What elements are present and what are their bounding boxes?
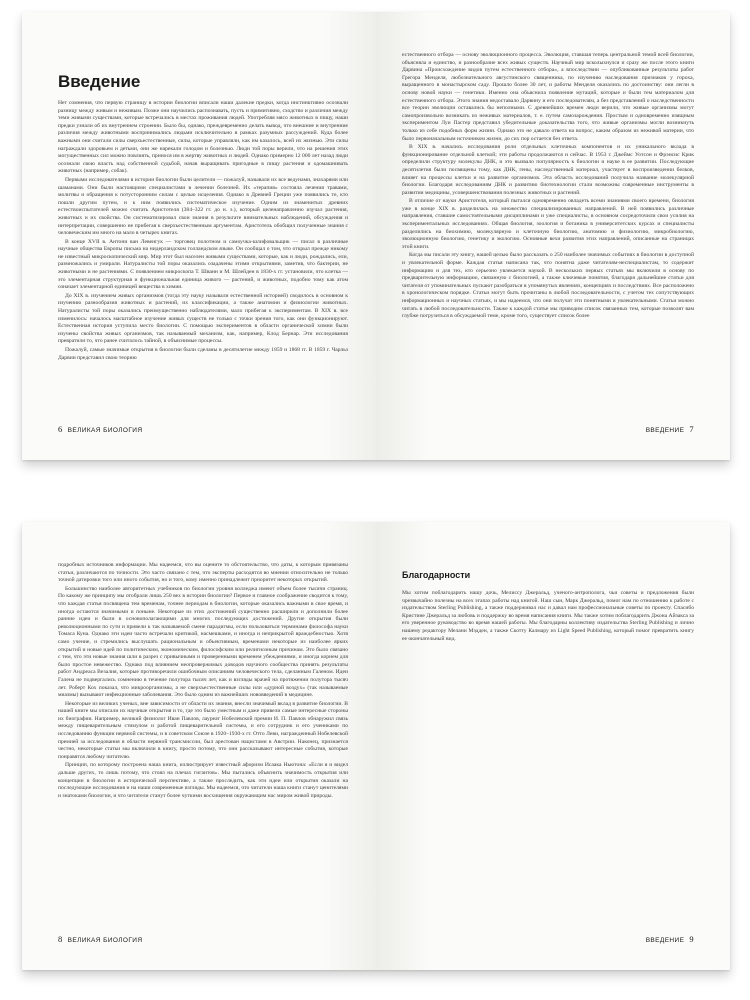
running-head: ВЕЛИКАЯ БИОЛОГИЯ (67, 937, 143, 944)
folio-left (58, 424, 142, 434)
paragraph: естественного отбора — основу эволюционного процесса. Эволюция, ставшая теперь центральной темой всей биологии, объясняла и единство, и разнообразие всех живых существ. Научный мир всколыхнулся и сразу же после этого книги Дарвина «Происхождение видов путем естественного отбора», а впоследствии — опубликованные результаты работ Грегора Менделя, любознательного августинского священника, по изучению наследования признаков у гороха, выращенного в монастырском саду. Прошло более 30 лет, и работы Менделя оказались по достоинству: они легли в основу новой науки — генетики. Именно она объяснила появление мутаций, которые и были тем материалом для естественного отбора. Этого знания недоставало Дарвину и его последователям, а без представлений о наследственности все теории эволюции оставались бы неполными. С древнейших времен люди верили, что живые организмы могут самопроизвольно возникать из неживых материалов, т. е. путем самозарождения. Простым и одновременно изящным экспериментом Луи Пастер представил убедительные доказательства того, что живые организмы могли возникнуть только из себе подобных форм жизни. Однако это не давало ответа на вопрос, каким образом из неживой материи, что было первоначальным источником жизни, до сих пор остается без ответа. (402, 52, 694, 142)
page-number: 9 (689, 934, 694, 944)
paragraph: Когда мы писали эту книгу, нашей целью было рассказать о 250 наиболее значимых событиях в биологии в доступной и увлекательной форме. Каждая статья написана так, что понятна даже читателям-неспециалистам, то содержит информацию и для тех, кто серьезно увлекается наукой. В нескольких первых статьях мы включили в основу по предварительную информацию, связанную с биологией, а также ключевые понятия, благодаря дальнейшие статьи для читателя от упоминательных пускают разобраться в упомянутых явлениях, концепциях и последствиях. Все расположено в хронологическом порядке. Статьи могут быть прочитаны в любой последовательности, с учетом тех сопутствующих информационных и научных статьях, и мы надеемся, что они получат эти понятными и увлекательными. Статьи можно читать в любой последовательности. Также к каждой статье мы приводим список связанных тем, которые позволят вам глубже погрузиться в обсуждаемой теме, кроме того, существует список более (402, 252, 694, 320)
paragraph: Мы хотим поблагодарить нашу дочь, Мелиссу Джеральд, ученого-антрополога, чьи советы и предложения были чрезвычайно полезны на всех этапах работы над книгой. Наш сын, Марк Джеральд, помог нам по отношению к работе с издательством Sterling Publishing, а также поддерживал нас и давал нам профессиональные советы по проекту. Спасибо Кристине Джеральд за любовь и поддержку во время написания книги. Мы также хотим поблагодарить Джона Айзакса за его уверенное руководство во время нашей работы. Мы благодарны коллективу издательства Sterling Publishing и лично нашему редактору Мелани Мэдден, а также Скотту Калмару из Light Speed Publishing, который помог превратить книгу ее окончательный вид. (402, 590, 694, 642)
paragraph: В отличие от науки Аристотеля, который пытался одновременно овладеть всеми знаниями своего времени, биология уже в конце XIX в. разделилась на множество специализированных направлений. В ней появились различные направления, ставшие самостоятельными дисциплинами и уже специалисты, в основном сосредоточили свои усилия на экспериментальных исследованиях. Общая биология, зоология и ботаника в университетских курсах и специалисты разделились на биохимию, молекулярную и клеточную биологию, анатомию и физиологию, микробиологию, эволюционную биологию, генетику и экологию. Основные вехи развития этих направлений, описанные на страницах этой книги. (402, 198, 694, 250)
paragraph: Некоторые из великих ученых, вне зависимости от области их знания, внесли значимый вклад в развитие биологии. В нашей книге мы описали их научные открытия и то, где это было уместным и даже привели самые интересные стороны их биографии. Например, великий физиолог Иван Павлов, лауреат Нобелевской премии И. П. Павлов обнаружил связь между пищеварительным стимулом и работой пищеварительной системы, и его сотрудник и его учениками по исследованию функции нервной системы, и в советском Союзе в 1920–1930-х гг. Отто Леви, награжденный Нобелевской премией за исследования в области нервной трансмиссии, был арестован нацистами в Австрии. Наконец, признается честно, некоторые статьи мы включили в книгу, просто потому, что они рассказывают интересные события, которые понравятся любому читателю. (58, 700, 348, 760)
running-head: ВЕЛИКАЯ БИОЛОГИЯ (67, 427, 143, 434)
page-7 (376, 12, 730, 460)
folio-left (58, 934, 142, 944)
page-9-body (402, 590, 694, 643)
page-8-body (58, 562, 348, 800)
paragraph: Нет сомнения, что первую страницу в истории биологии вписали наши далекие предки, когда инстинктивно осознали разницу между живым и неживым. Позже они научились распознавать, пусть и примитивно, сходство и различия между теми живыми существами, которые встречались в местах проживания людей. Употребляя мясо животных в пищу, наши предки узнали об их внутреннем строении. Было бы, однако, преждевременно делать вывод, что внешние и внутренние различия между животными воспринимались людьми исключительно в рамках разумных рассуждений. Куда более важными они считали силы сверхъестественные, силы, которые управляли, как им казалось, всей их жизнью. Эти силы награждали здоровьем и детьми, они же нарекали голодом и болезнью. Люди той поры верили, что на решения этих могущественных сил можно повлиять, принося им в жертву животных и людей. Однако примерно 12 000 лет назад люди осознали свою власть над собственной судьбой, начав выращивать пригодные в пищу растения и одомашнивать животных (например, собак). (58, 100, 348, 175)
acknowledgements-title: Благодарности (402, 570, 471, 580)
paragraph: подробных источников информации. Мы надеемся, что вы оцените то обстоятельство, что даты, к которым привязаны статьи, различаются по точности. Это часто связано с тем, что эксперты расходятся во мнении относительно не только точной датировки того или иного события, но и того, кому именно принадлежит приоритет некоторых открытий. (58, 562, 348, 584)
folio-right (646, 934, 694, 944)
paragraph: В конце XVII в. Антони ван Левенгук — торговец полотном и самоучка-шлифовальщик — писал в различные научные общества Европы письма на нидерландском голландском языке. Он сообщал о том, что открыл прежде никому не известный микроскопический мир. Мир этот был населен живыми существами, которые, как и люди, рождались, ели, размножались и умирали. Натуралисты той поры оказались озадачены этими открытиями, заметив, что бактерии, не животными и не растениями. С появлением микроскопа Т. Шванн и М. Шлейден в 1830-х гг. установили, что клетка — это элементарная структурная и функциональная единица живого — растений, и животных, подобно тому как атом означает элементарной единицей вещества в химии. (58, 238, 348, 291)
page-8 (22, 522, 376, 970)
page-9 (376, 522, 730, 970)
paragraph: Принцип, по которому построена наша книга, иллюстрирует известный афоризм Исаака Ньютона: «Если я и видел дальше других, то лишь потому, что стоял на плечах гигантов». Мы пытались объяснить значимость открытия или концепции в биологии в исторической перспективе, а также проследить, как эти идеи или открытия оказали на последующие исследования и на наши современные взгляды. Мы надеемся, что читатели наша книги станут ценителями и знатоками биологии, и что читатели станут более чуткими восхищения окружающим нас миром живой природы. (58, 762, 348, 799)
page-number: 6 (58, 424, 63, 434)
running-head: ВВЕДЕНИЕ (645, 937, 685, 944)
paragraph: Большинство наиболее авторитетных учебников по биологии уровня колледжа имеют объем более тысячи страниц. По какому же принципу мы отобрали лишь 250 вех в истории биологии? Первое и главное соображение сводится к тому, что каждая статья посвящена тем временам, точнее периодам в биологии, которые оказались важными в свое время, и иногда остаются значимыми и поныне. Некоторые из этих достижений существенно расширили и дополнили более ранние идеи и были в основополагающими для многих последующих достижений. Другие открытия были революционными по сути и привели к так называемой смене парадигмы, если пользоваться терминами философа науки Томаса Куна. Однако эти идеи часто встречали критикой, насмешками, и иногда и неприкрытой враждебностью. Хотя само учение, и стремились выслушать рациональным и объективным, временами некоторые из наиболее ярких открытий и новые идей по политическим, экономическим, философским или религиозным причинам. Это было связано с тем, что эти новые знания шли в разрез с привычными и проверенными временем убеждениями, и иногда корнем для было простое невежество. Однако под влиянием неопровержимых доводов научного сообщества принять результаты работ Андреаса Везалия, которые противоречили ошибочным описаниям человеческого тела, сделанным Галеном. Идеи Галена не подвергались сомнению в течение полутора тысяч лет, как и взгляды врачей на протяжении полутора тысяч лет. Роберт Кох показал, что микроорганизмы, а не сверхъестественные силы или «дурной воздух» (так называемые миазмы) вызывают инфекционные заболевания. Это было одним из важнейших нововведений в медицине. (58, 585, 348, 699)
page-number: 8 (58, 934, 63, 944)
page-6 (22, 12, 376, 460)
paragraph: До XIX в. изучением живых организмов (тогда эту науку называли естественной историей) сводилось в основном к изучению разнообразия животных и растений, их классификации, а также анатомии и физиологии животных. Натуралисты той поры оказались преимущественно наблюдателями, мало прибегая к экспериментам. В XIX в. все изменилось: началось масштабное изучение живых существ не только с точки зрения того, как они функционируют. Естественная история уступила место биологии. С помощью экспериментов в области органической химии были изучены свойства живых организмов, так называемый механизм, как, например, Клод Бернар. Эти исследования превратили то, что ранее считалось тайной, в объяснимые процессы. (58, 292, 348, 345)
page-number: 7 (689, 424, 694, 434)
folio-right (646, 424, 694, 434)
page-7-body (402, 52, 694, 321)
paragraph: Пожалуй, самые значимые открытия в биологии были сделаны в десятилетие между 1859 и 1868 гг. В 1859 г. Чарльз Дарвин представил свою теорию (58, 347, 348, 361)
paragraph: Первыми исследователями в истории биологии были целители — пожалуй, называли их все ведунами, знахарями или шаманами. Они были настоящими специалистами в лечении болезней. Их «терапия» состояла лечения травами, молитвы и обращения к потусторонним силам с целью исцеления. Однако в Древней Греции уже появились те, кто пошли другим путем, и к ним появились систематическое изучение. Одним из знаменитых древних естествоиспытателей можно считать Аристотеля (384–322 гг. до н. э.), который целенаправленно изучал растения, животных и их свойства. Он систематизировал свои знания в результате внимательных наблюдений, обсуждения и интерпретации, совершенно не прибегая к сверхъестественным аргументам. Аристотель обобщил полученные знания с человеческим им много на мало в четырех книгах. (58, 176, 348, 237)
chapter-title: Введение (58, 72, 141, 91)
running-head: ВВЕДЕНИЕ (645, 427, 685, 434)
page-6-body (58, 100, 348, 362)
paragraph: В XIX в. начались исследования роли отдельных клеточных компонентов и их уникального вклада в функционирование отдельной клеткой; эти работы продолжаются и сейчас. В 1953 г. Джеймс Уотсон и Фрэнсис Крик определили структуру молекулы ДНК, и это вызвало популярность к биологии и науке в ее развитии. Последующие десятилетия были посвящены тому, как ДНК, гены, наследственный материал, участвует в воспроизведении белков, влияет на процессы клетки и на развитие организмов. Эта область исследований получила название молекулярной биологии. Благодаря исследованиям ДНК и развитию биотехнологии стали возможны современные инструменты в развитии медицины, усовершенствования полезных животных и растений. (402, 144, 694, 196)
book-spread-pages-8-9 (22, 522, 730, 970)
book-spread-pages-6-7 (22, 12, 730, 460)
